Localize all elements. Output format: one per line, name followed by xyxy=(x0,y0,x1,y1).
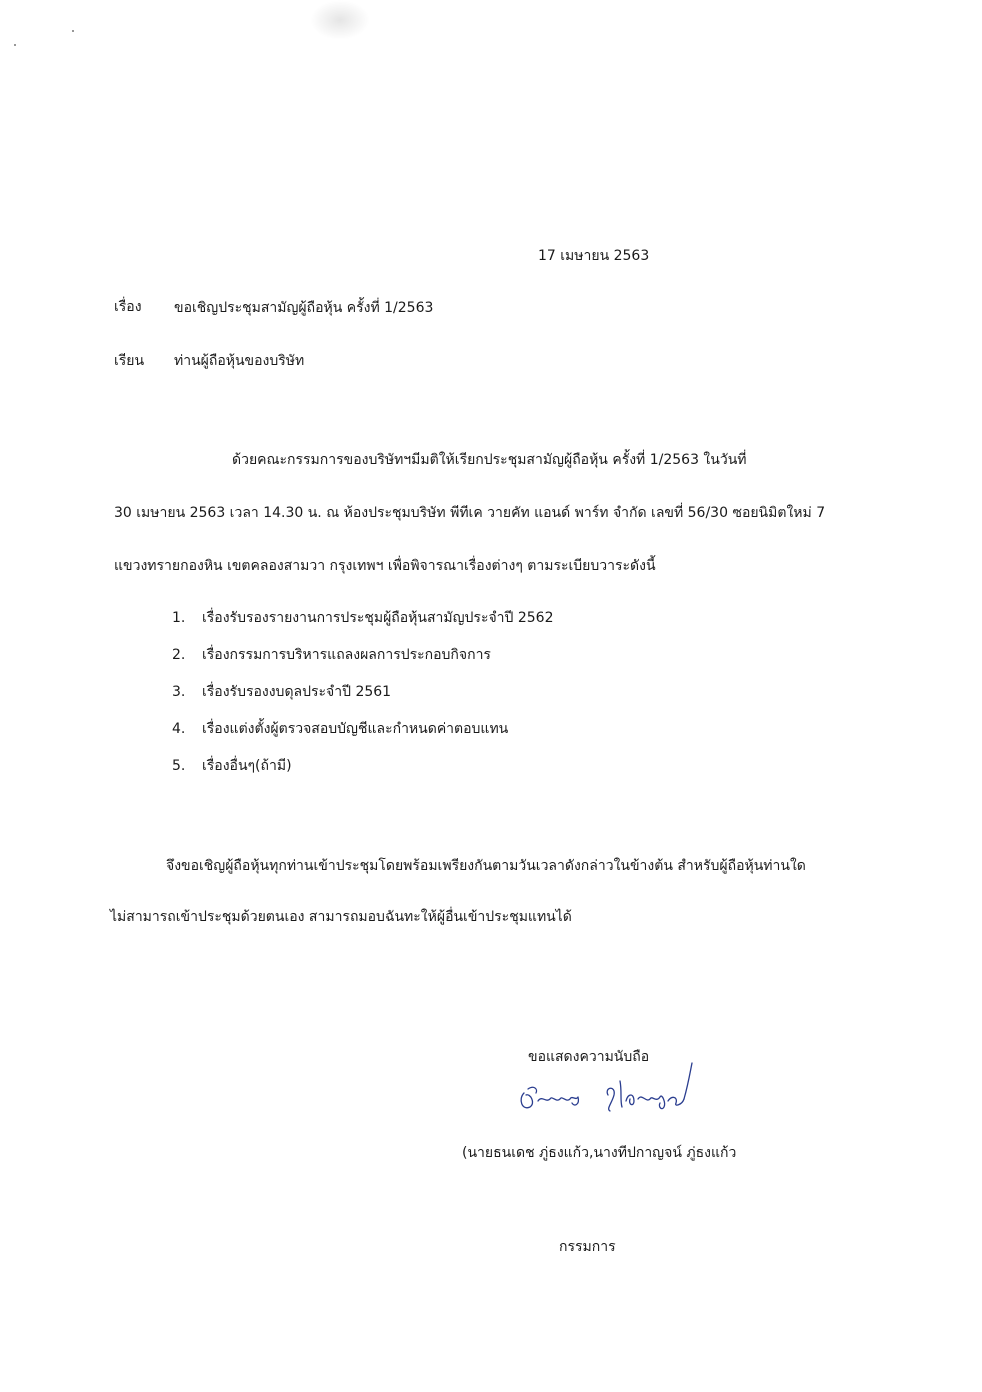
signer-position: กรรมการ xyxy=(559,1239,616,1255)
recipient-label: เรียน xyxy=(114,353,145,369)
recipient-value: ท่านผู้ถือหุ้นของบริษัท xyxy=(174,353,305,369)
paragraph-1-line-1: ด้วยคณะกรรมการของบริษัทฯมีมติให้เรียกประชุมสามัญผู้ถือหุ้น ครั้งที่ 1/2563 ในวันที่ xyxy=(232,452,747,468)
subject-label: เรื่อง xyxy=(114,299,142,315)
agenda-item-text: เรื่องกรรมการบริหารแถลงผลการประกอบกิจการ xyxy=(202,647,491,663)
agenda-item-number: 3. xyxy=(172,684,186,700)
agenda-item xyxy=(172,757,554,794)
agenda-list xyxy=(172,609,554,794)
agenda-item-number: 1. xyxy=(172,610,186,626)
scan-artifact xyxy=(310,0,370,40)
agenda-item-text: เรื่องแต่งตั้งผู้ตรวจสอบบัญชีและกำหนดค่าตอบแทน xyxy=(202,721,509,737)
paragraph-1-line-3: แขวงทรายกองหิน เขตคลองสามวา กรุงเทพฯ เพื่อพิจารณาเรื่องต่างๆ ตามระเบียบวาระดังนี้ xyxy=(114,558,656,574)
scan-speck xyxy=(72,30,74,32)
paragraph-2-line-2: ไม่สามารถเข้าประชุมด้วยตนเอง สามารถมอบฉันทะให้ผู้อื่นเข้าประชุมแทนได้ xyxy=(110,909,572,925)
agenda-item xyxy=(172,683,554,720)
agenda-item xyxy=(172,720,554,757)
agenda-item-number: 4. xyxy=(172,721,186,737)
handwritten-signature xyxy=(516,1055,706,1117)
agenda-item-number: 2. xyxy=(172,647,186,663)
scan-speck xyxy=(14,44,16,46)
closing-salutation: ขอแสดงความนับถือ xyxy=(528,1049,650,1065)
agenda-item-text: เรื่องรับรองงบดุลประจำปี 2561 xyxy=(202,684,392,700)
letter-date: 17 เมษายน 2563 xyxy=(538,248,650,264)
subject-value: ขอเชิญประชุมสามัญผู้ถือหุ้น ครั้งที่ 1/2563 xyxy=(174,300,434,316)
agenda-item xyxy=(172,609,554,646)
agenda-item-number: 5. xyxy=(172,758,186,774)
agenda-item xyxy=(172,646,554,683)
agenda-item-text: เรื่องอื่นๆ(ถ้ามี) xyxy=(202,758,292,774)
signer-name: (นายธนเดช ภู่ธงแก้ว,นางทีปกาญจน์ ภู่ธงแก้ว xyxy=(462,1145,737,1161)
paragraph-2-line-1: จึงขอเชิญผู้ถือหุ้นทุกท่านเข้าประชุมโดยพร้อมเพรียงกันตามวันเวลาดังกล่าวในข้างต้น สำหรับผู้ถือหุ้นท่านใด xyxy=(166,858,806,874)
agenda-item-text: เรื่องรับรองรายงานการประชุมผู้ถือหุ้นสามัญประจำปี 2562 xyxy=(202,610,554,626)
paragraph-1-line-2: 30 เมษายน 2563 เวลา 14.30 น. ณ ห้องประชุมบริษัท พีทีเค วายคัท แอนด์ พาร์ท จำกัด เลขที่ 56/30 ซอยนิมิตใหม่ 7 xyxy=(114,505,826,521)
